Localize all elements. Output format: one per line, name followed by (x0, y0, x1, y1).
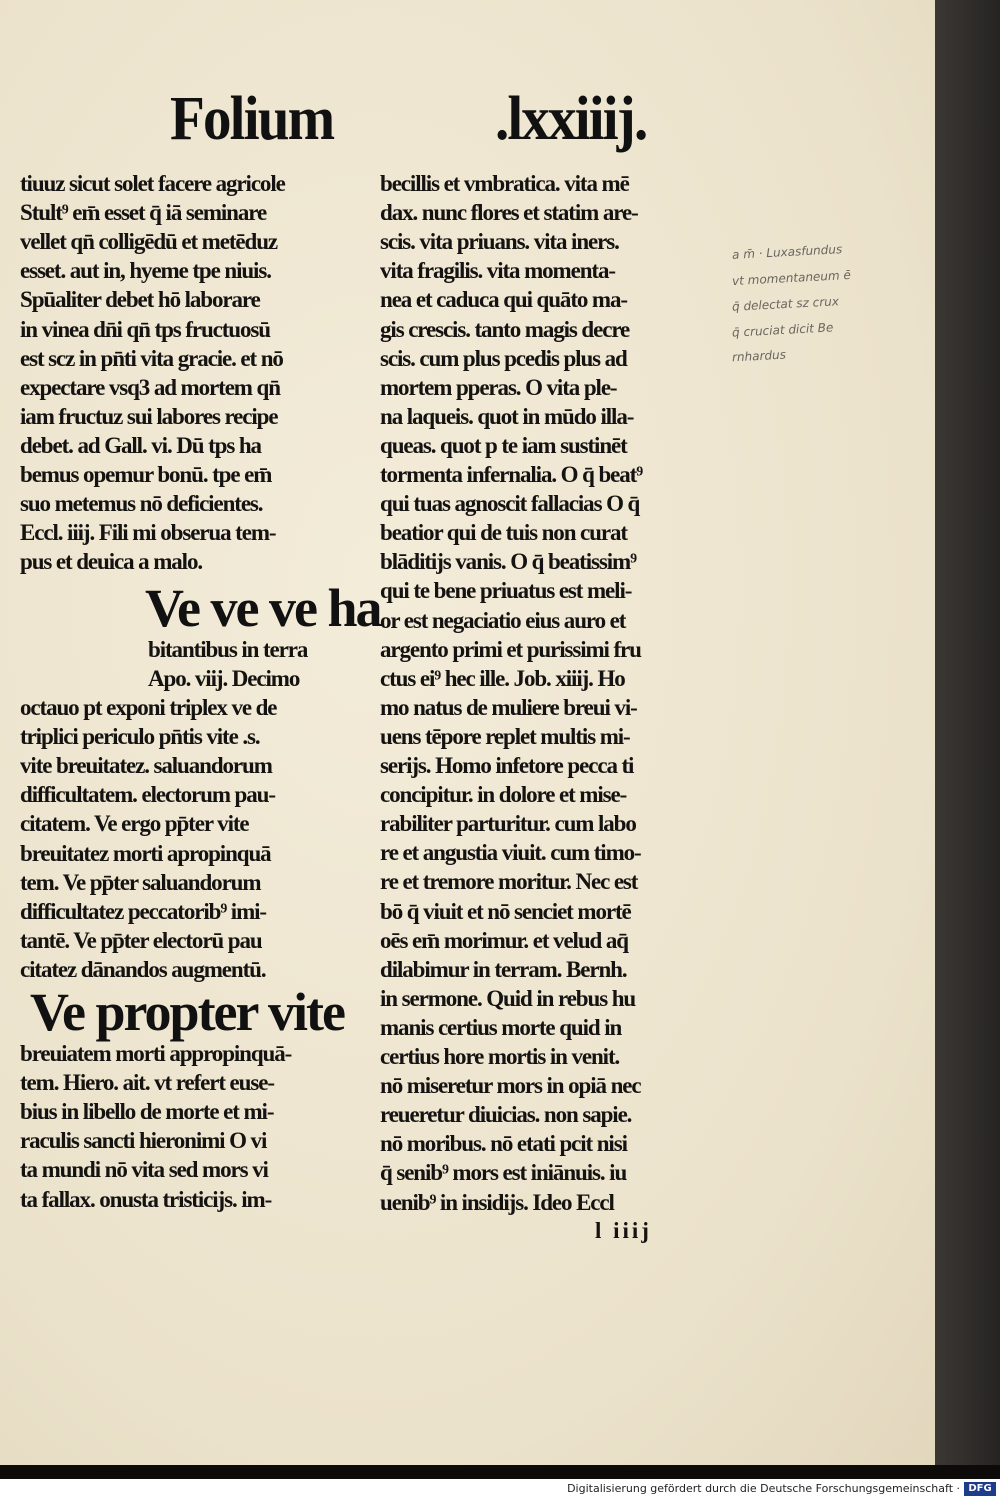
scan-border (0, 1465, 1000, 1479)
text-line: oēs em̄ morimur. et velud aq̄ (380, 927, 628, 953)
running-head-title: Folium (170, 85, 334, 153)
marginal-note-line: vt momentaneum ē (731, 267, 852, 289)
text-line: raculis sancti hieronimi O vi (20, 1128, 267, 1154)
text-line: vellet qn̄ colligēdū et metēduz (20, 229, 278, 255)
text-line: bitantibus in terra (148, 637, 308, 662)
text-line: Apo. viij. Decimo (148, 666, 300, 692)
text-line: mo natus de muliere breui vi- (380, 694, 637, 720)
text-line: argento primi et purissimi fru (380, 636, 641, 662)
text-line: gis crescis. tanto magis decre (380, 316, 630, 342)
text-line: dilabimur in terram. Bernh. (380, 956, 627, 982)
text-line: citatez dānandos augmentū. (20, 956, 266, 982)
footer-credit: Digitalisierung gefördert durch die Deutsche Forschungsgemeinschaft · (567, 1482, 960, 1495)
text-line: bius in libello de morte et mi- (20, 1099, 274, 1125)
text-line: uens tēpore replet multis mi- (380, 723, 630, 749)
text-line: certius hore mortis in venit. (380, 1044, 620, 1069)
text-line: tem. Hiero. ait. vt refert euse- (20, 1070, 274, 1096)
text-line: nō moribus. nō etati pcit nisi (380, 1131, 627, 1157)
text-line: difficultatem. electorum pau- (20, 782, 275, 808)
text-line: vita fragilis. vita momenta- (380, 258, 615, 284)
text-line: ta mundi nō vita sed mors vi (20, 1157, 268, 1183)
text-line: re et tremore moritur. Nec est (380, 869, 638, 895)
text-line: ctus ei⁹ hec ille. Job. xiiij. Ho (380, 665, 625, 691)
text-line: difficultatez peccatorib⁹ imi- (20, 898, 266, 924)
text-line: na laqueis. quot in mūdo illa- (380, 403, 634, 429)
section-heading-ve-propter: Ve propter vite (30, 982, 344, 1042)
scan-edge (935, 0, 1000, 1465)
text-line: dax. nunc flores et statim are- (380, 200, 638, 226)
marginal-note-line: q̄ delectat sz crux (731, 294, 840, 314)
marginal-note-line: a m̄ · Luxasfundus (731, 242, 843, 262)
text-line: bemus opemur bonū. tpe em̄ (20, 462, 272, 487)
text-line: Spūaliter debet hō laborare (20, 287, 260, 313)
text-line: reueretur diuicias. non sapie. (380, 1102, 632, 1128)
text-line: tantē. Ve pp̄ter electorū pau (20, 927, 262, 953)
text-line: pus et deuica a malo. (20, 549, 202, 575)
text-line: Stult⁹ em̄ esset q̄ iā seminare (20, 200, 267, 226)
text-line: rabiliter parturitur. cum labo (380, 811, 636, 837)
text-line: re et angustia viuit. cum timo- (380, 840, 641, 866)
text-line: nō miseretur mors in opiā nec (380, 1073, 641, 1099)
text-line: qui te bene priuatus est meli- (380, 578, 632, 604)
folio-number: .lxxiiij. (495, 85, 647, 153)
text-line: uenib⁹ in insidijs. Ideo Eccl (380, 1189, 614, 1215)
text-line: vite breuitatez. saluandorum (20, 753, 272, 779)
text-line: or est negaciatio eius auro et (380, 607, 626, 633)
text-line: octauo pt exponi triplex ve de (20, 695, 277, 720)
text-line: concipitur. in dolore et mise- (380, 782, 627, 808)
text-line: tormenta infernalia. O q̄ beat⁹ (380, 462, 643, 487)
text-line: beatior qui de tuis non curat (380, 520, 627, 546)
text-line: iam fructuz sui labores recipe (20, 403, 278, 429)
text-line: in sermone. Quid in rebus hu (380, 985, 636, 1011)
text-line: blāditijs vanis. O q̄ beatissim⁹ (380, 549, 636, 575)
text-line: nea et caduca qui quāto ma- (380, 287, 627, 313)
text-line: qui tuas agnoscit fallacias O q̄ (380, 491, 640, 517)
text-line: expectare vsq3 ad mortem qn̄ (20, 374, 280, 400)
text-line: breuiatem morti appropinquā- (20, 1041, 292, 1066)
text-line: in vinea dn̄i qn̄ tps fructuosū (20, 316, 270, 342)
text-line: q̄ senib⁹ mors est iniānuis. iu (380, 1160, 627, 1186)
text-line: serijs. Homo infetore pecca ti (380, 753, 634, 778)
text-line: suo metemus nō deficientes. (20, 491, 263, 517)
text-line: ta fallax. onusta tristicijs. im- (20, 1186, 272, 1212)
text-line: triplici periculo pn̄tis vite .s. (20, 724, 260, 750)
text-line: Eccl. iiij. Fili mi obserua tem- (20, 520, 276, 546)
text-line: mortem pperas. O vita ple- (380, 374, 617, 400)
footer (0, 1479, 1000, 1499)
text-line: breuitatez morti apropinquā (20, 840, 271, 866)
text-line: esset. aut in, hyeme tpe niuis. (20, 258, 271, 284)
signature-mark: l iiij (595, 1218, 652, 1243)
text-line: tem. Ve pp̄ter saluandorum (20, 869, 261, 895)
text-line: scis. vita priuans. vita iners. (380, 229, 619, 255)
marginal-note-line: q̄ cruciat dicit Be (731, 320, 834, 340)
text-line: est scz in pn̄ti vita gracie. et nō (20, 345, 283, 371)
section-heading-ve: Ve ve ve ha (145, 578, 381, 638)
text-line: queas. quot p te iam sustinēt (380, 432, 627, 458)
text-line: debet. ad Gall. vi. Dū tps ha (20, 432, 261, 458)
dfg-logo: DFG (964, 1482, 996, 1496)
text-line: scis. cum plus pcedis plus ad (380, 345, 627, 371)
text-line: citatem. Ve ergo pp̄ter vite (20, 811, 249, 837)
text-line: tiuuz sicut solet facere agricole (20, 171, 285, 196)
marginal-note-line: rnhardus (731, 347, 787, 365)
text-line: bō q̄ viuit et nō senciet mortē (380, 898, 631, 924)
text-line: becillis et vmbratica. vita mē (380, 171, 629, 196)
text-line: manis certius morte quid in (380, 1014, 622, 1040)
